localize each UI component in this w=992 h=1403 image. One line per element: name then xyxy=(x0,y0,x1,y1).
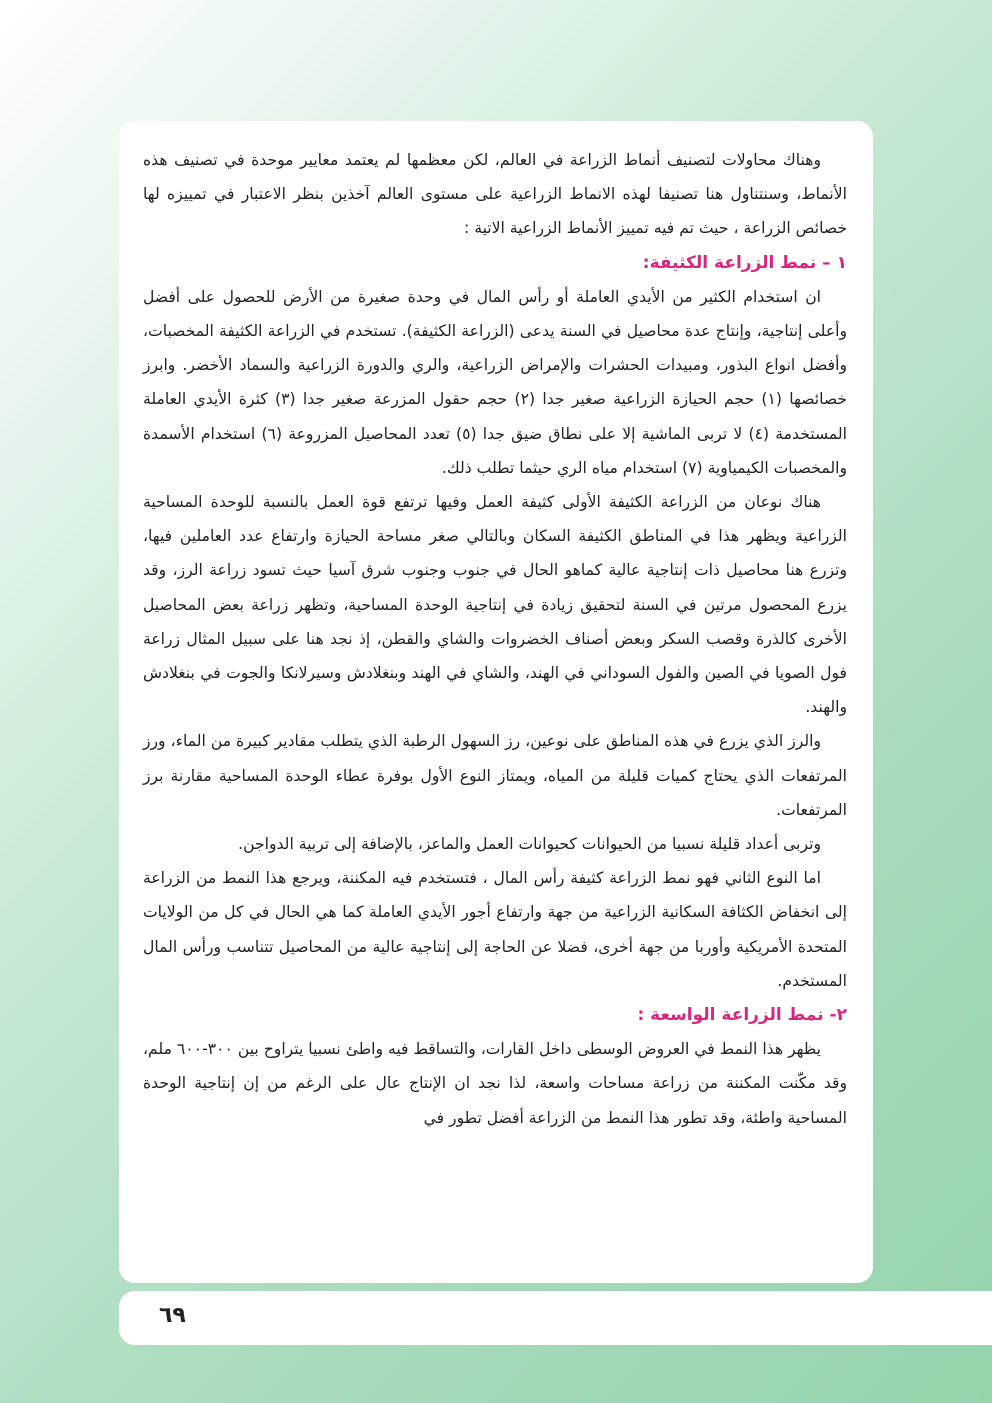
content-card xyxy=(119,121,873,1283)
section1-heading: ١ – نمط الزراعة الكثيفة: xyxy=(642,252,847,273)
section1-paragraph-2: هناك نوعان من الزراعة الكثيفة الأولى كثيفة العمل وفيها ترتفع قوة العمل بالنسبة للوحدة المساحية الزراعية ويظهر هذا في المناطق الكثيفة السكان وبالتالي صغر مساحة الحيازة وارتفاع عدد العاملين فيها، وتزرع هنا محاصيل ذات إنتاجية عالية كماهو الحال في جنوب وجنوب شرق آسيا حيث تسود زراعة الرز، وقد يزرع المحصول مرتين في السنة لتحقيق زيادة في إنتاجية الوحدة المساحية، وتظهر زراعة بعض المحاصيل الأخرى كالذرة وقصب السكر وبعض أصناف الخضروات والشاي والقطن، إذ نجد هنا على سبيل المثال زراعة فول الصويا في الصين والفول السوداني في الهند، والشاي في الهند وبنغلادش وسيرلانكا والجوت في بنغلادش والهند. xyxy=(143,493,847,717)
section1-paragraph-1: ان استخدام الكثير من الأيدي العاملة أو رأس المال في وحدة صغيرة من الأرض للحصول على أفضل وأعلى إنتاجية، وإنتاج عدة محاصيل في السنة يدعى (الزراعة الكثيفة). تستخدم في الزراعة الكثيفة المخصبات، وأفضل انواع البذور، ومبيدات الحشرات والإمراض الزراعية، والري والدورة الزراعية والسماد الأخضر. وابرز خصائصها (١) حجم الحيازة الزراعية صغير جدا (٢) حجم حقول المزرعة صغير جدا (٣) كثرة الأيدي العاملة المستخدمة (٤) لا تربى الماشية إلا على نطاق ضيق جدا (٥) تعدد المحاصيل المزروعة (٦) استخدام الأسمدة والمخصبات الكيمياوية (٧) استخدام مياه الري حيثما تطلب ذلك. xyxy=(143,287,847,477)
section1-paragraph-4: وتربى أعداد قليلة نسبيا من الحيوانات كحيوانات العمل والماعز، بالإضافة إلى تربية الدواجن. xyxy=(238,835,821,854)
page-number: ٦٩ xyxy=(159,1303,186,1328)
footer-bar xyxy=(119,1291,992,1345)
section2-heading: ٢- نمط الزراعة الواسعة : xyxy=(637,1005,847,1026)
intro-paragraph: وهناك محاولات لتصنيف أنماط الزراعة في العالم، لكن معظمها لم يعتمد معايير موحدة في تصنيف هذه الأنماط، وسنتناول هنا تصنيفا لهذه الانماط الزراعية على مستوى العالم آخذين بنظر الاعتبار في تمييزه لها خصائص الزراعة ، حيث تم فيه تمييز الأنماط الزراعية الاتية : xyxy=(143,151,847,238)
section2-paragraph-1: يظهر هذا النمط في العروض الوسطى داخل القارات، والتساقط فيه واطئ نسبيا يتراوح بين ٣٠٠-٦٠٠ ملم، وقد مكّنت المكننة من زراعة مساحات واسعة، لذا نجد ان الإنتاج عال على الرغم من إن إنتاجية الوحدة المساحية واطئة، وقد تطور هذا النمط من الزراعة أفضل تطور في xyxy=(143,1040,847,1127)
section1-paragraph-5: اما النوع الثاني فهو نمط الزراعة كثيفة رأس المال ، فتستخدم فيه المكننة، ويرجع هذا النمط من الزراعة إلى انخفاض الكثافة السكانية الزراعية من جهة وارتفاع أجور الأيدي العاملة كما هي الحال في كل من الولايات المتحدة الأمريكية وأوربا من جهة أخرى، فضلا عن الحاجة إلى إنتاجية عالية من المحاصيل تتناسب ورأس المال المستخدم. xyxy=(143,869,847,990)
section1-paragraph-3: والرز الذي يزرع في هذه المناطق على نوعين، رز السهول الرطبة الذي يتطلب مقادير كبيرة من الماء، ورز المرتفعات الذي يحتاج كميات قليلة من المياه، ويمتاز النوع الأول بوفرة عطاء الوحدة المساحية مقارنة برز المرتفعات. xyxy=(143,732,847,819)
